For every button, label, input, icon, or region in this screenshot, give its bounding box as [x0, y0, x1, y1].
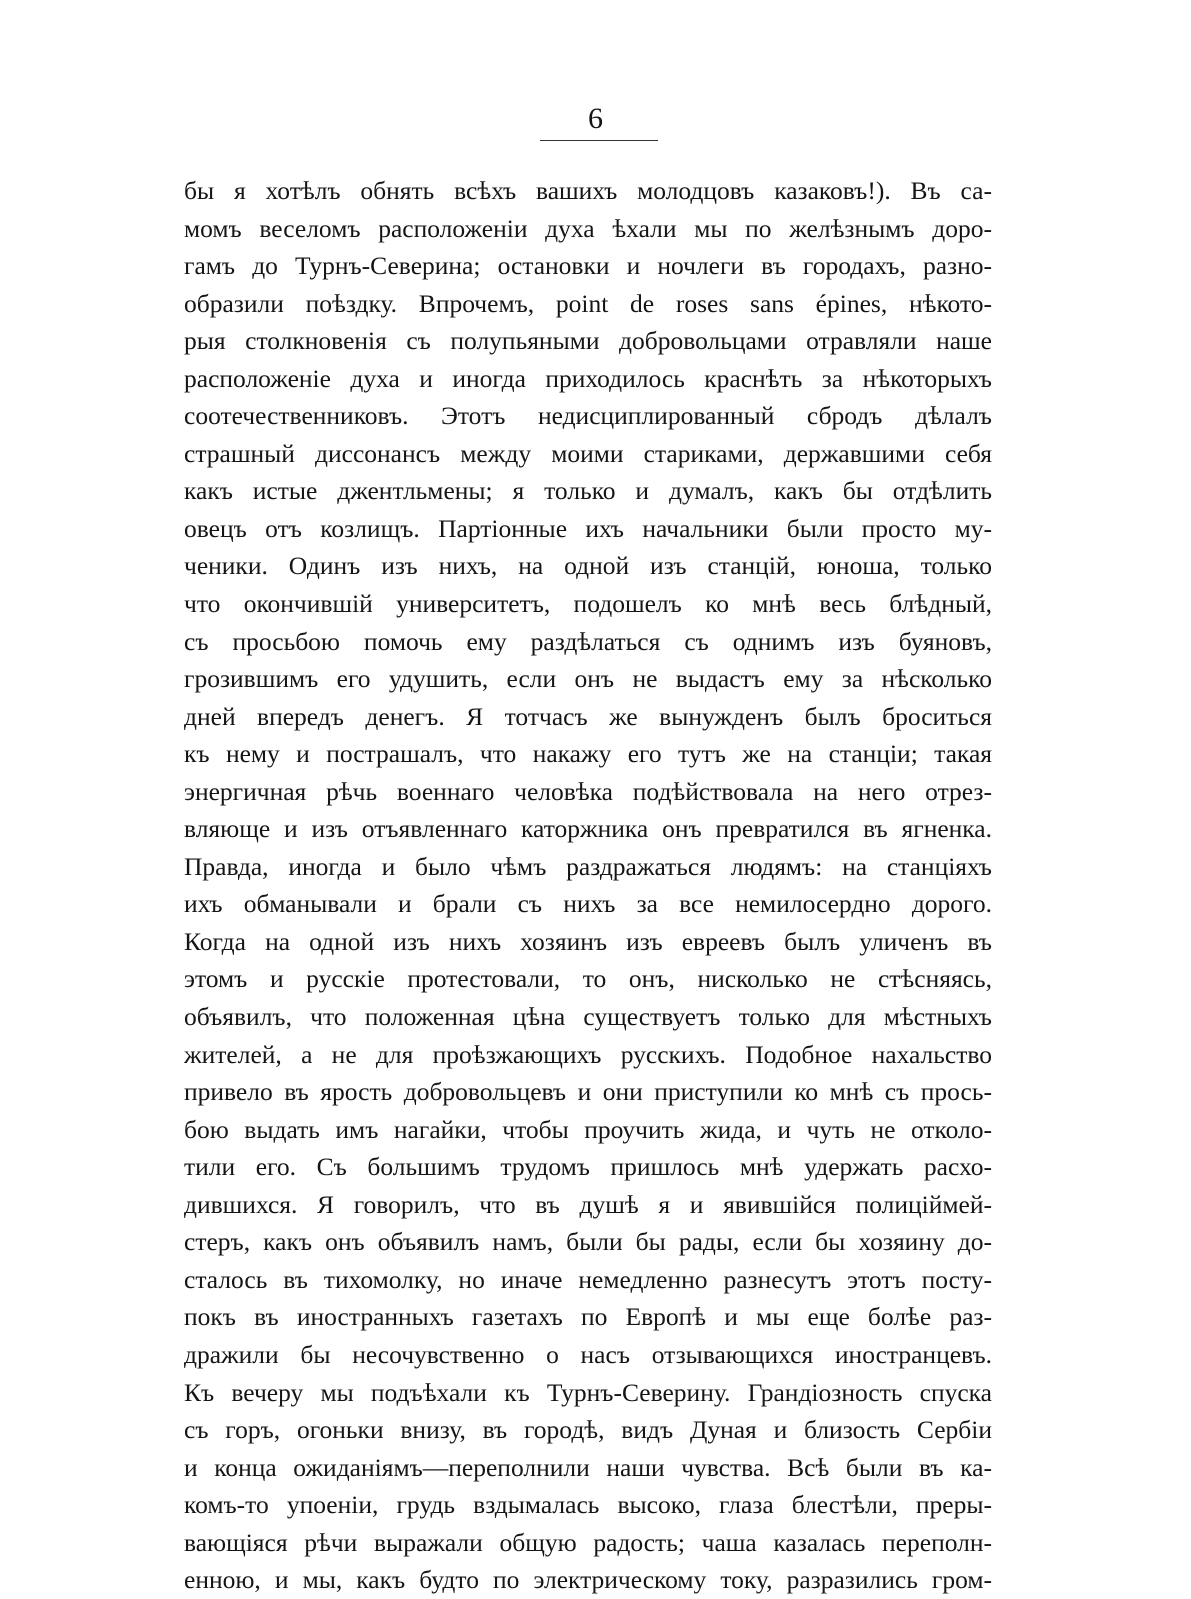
text-line: сталось въ тихомолку, но иначе немедленно разнесутъ этотъ посту- — [184, 1264, 992, 1294]
text-line: бы я хотѣлъ обнять всѣхъ вашихъ молодцовъ казаковъ!). Въ са- — [184, 176, 992, 205]
text-line: съ просьбою помочь ему раздѣлаться съ однимъ изъ буяновъ, — [184, 626, 992, 656]
text-line: енною, и мы, какъ будто по электрическому току, разразились гром- — [184, 1565, 992, 1595]
text-line: къ нему и пострашалъ, что накажу его тутъ же на станціи; такая — [184, 739, 992, 769]
text-line: объявилъ, что положенная цѣна существуетъ только для мѣстныхъ — [184, 1002, 992, 1032]
text-line: привело въ ярость добровольцевъ и они приступили ко мнѣ съ прось- — [184, 1077, 992, 1107]
text-line: момъ веселомъ расположеніи духа ѣхали мы по желѣзнымъ доро- — [184, 213, 992, 243]
text-line: бою выдать имъ нагайки, чтобы проучить жида, и чуть не отколо- — [184, 1114, 992, 1144]
text-line: ченики. Одинъ изъ нихъ, на одной изъ станцій, юноша, только — [184, 551, 992, 581]
text-line: вающіяся рѣчи выражали общую радость; чаша казалась переполн- — [184, 1527, 992, 1557]
text-line: съ горъ, огоньки внизу, въ городѣ, видъ Дуная и близость Сербіи — [184, 1415, 992, 1445]
text-line: Когда на одной изъ нихъ хозяинъ изъ евреевъ былъ уличенъ въ — [184, 926, 992, 956]
text-line: расположеніе духа и иногда приходилось краснѣть за нѣкоторыхъ — [184, 363, 992, 393]
text-line: соотечественниковъ. Этотъ недисциплированный сбродъ дѣлалъ — [184, 401, 992, 431]
text-line: комъ-то упоеніи, грудь вздымалась высоко, глаза блестѣли, преры- — [184, 1490, 992, 1520]
text-line: и конца ожиданіямъ—переполнили наши чувства. Всѣ были въ ка- — [184, 1452, 992, 1482]
text-line: стеръ, какъ онъ объявилъ намъ, были бы рады, если бы хозяину до- — [184, 1227, 992, 1257]
text-line: грозившимъ его удушить, если онъ не выдастъ ему за нѣсколько — [184, 664, 992, 694]
page-number: 6 — [588, 102, 603, 135]
text-line: Къ вечеру мы подъѣхали къ Турнъ-Северину. Грандіозность спуска — [184, 1377, 992, 1407]
text-line: дней впередъ денегъ. Я тотчасъ же вынужденъ былъ броситься — [184, 701, 992, 731]
body-text — [184, 172, 992, 1599]
text-line: что окончившій университетъ, подошелъ ко мнѣ весь блѣдный, — [184, 589, 992, 619]
text-line: энергичная рѣчь военнаго человѣка подѣйствовала на него отрез- — [184, 776, 992, 806]
text-line: какъ истые джентльмены; я только и думалъ, какъ бы отдѣлить — [184, 476, 992, 506]
text-line: вляюще и изъ отъявленнаго каторжника онъ превратился въ ягненка. — [184, 814, 992, 844]
text-line: овецъ отъ козлищъ. Партіонные ихъ начальники были просто му- — [184, 513, 992, 543]
text-line: дившихся. Я говорилъ, что въ душѣ я и явившійся полиціймей- — [184, 1189, 992, 1219]
text-line: образили поѣздку. Впрочемъ, point de roses sans épines, нѣкото- — [184, 288, 992, 318]
text-line: рыя столкновенія съ полупьяными добровольцами отравляли наше — [184, 326, 992, 356]
text-line: жителей, а не для проѣзжающихъ русскихъ. Подобное нахальство — [184, 1039, 992, 1069]
text-line: Правда, иногда и было чѣмъ раздражаться людямъ: на станціяхъ — [184, 851, 992, 881]
text-line: дражили бы несочувственно о насъ отзывающихся иностранцевъ. — [184, 1339, 992, 1369]
text-line: ихъ обманывали и брали съ нихъ за все немилосердно дорого. — [184, 889, 992, 919]
text-line: тили его. Съ большимъ трудомъ пришлось мнѣ удержать расхо- — [184, 1152, 992, 1182]
header-rule — [540, 140, 658, 141]
text-line: этомъ и русскіе протестовали, то онъ, нисколько не стѣсняясь, — [184, 964, 992, 994]
text-line: покъ въ иностранныхъ газетахъ по Европѣ и мы еще болѣе раз- — [184, 1302, 992, 1332]
text-line: страшный диссонансъ между моими стариками, державшими себя — [184, 438, 992, 468]
text-line: гамъ до Турнъ-Северина; остановки и ночлеги въ городахъ, разно- — [184, 251, 992, 281]
